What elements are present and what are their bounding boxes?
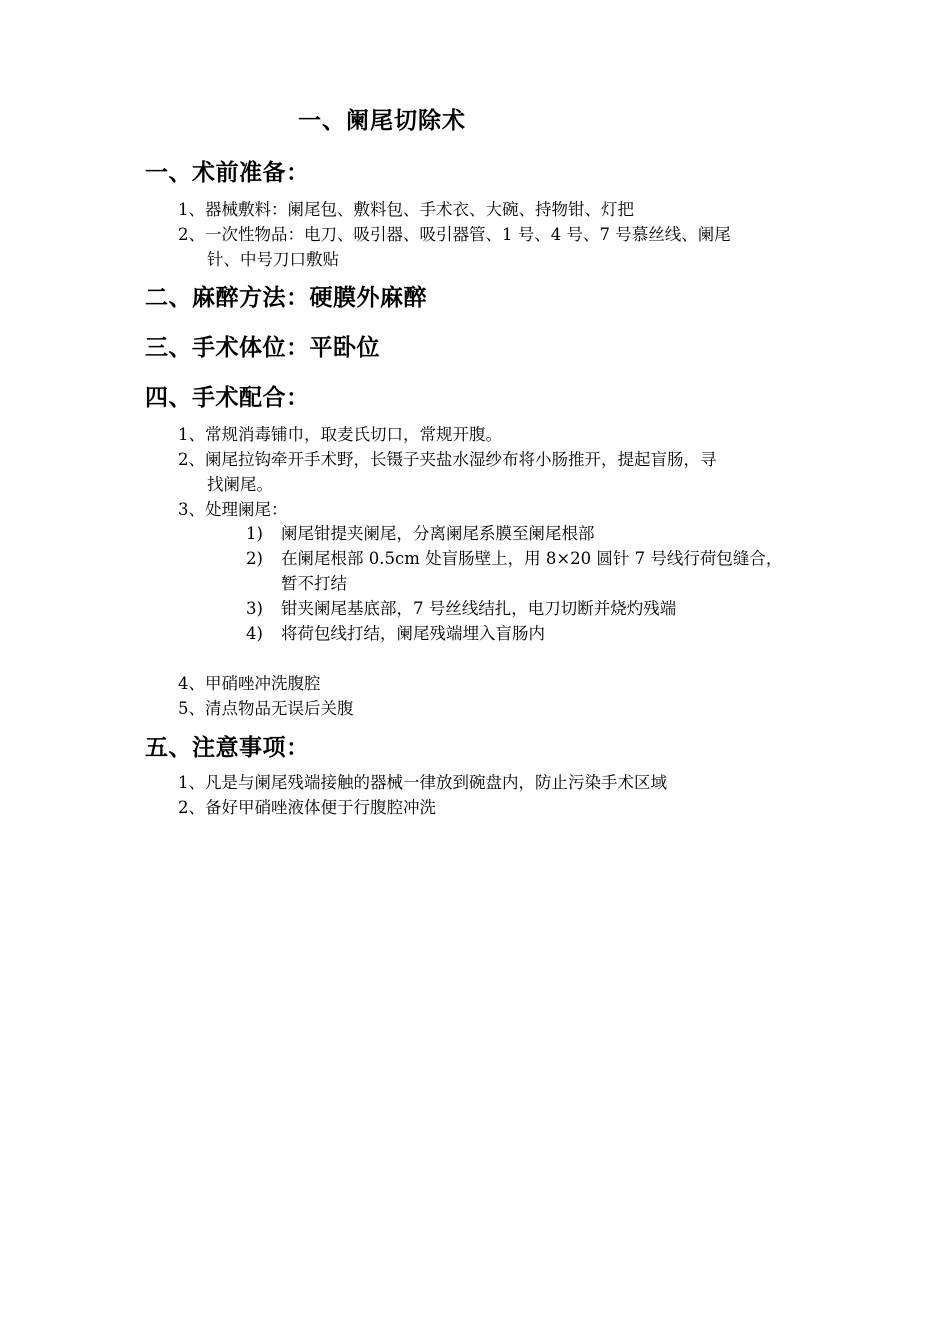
cooperation-item-5: 5、清点物品无误后关腹 (178, 699, 354, 718)
document-title: 一、阑尾切除术 (298, 107, 466, 134)
step-text: 在阑尾根部 0.5cm 处盲肠壁上，用 8×20 圆针 7 号线行荷包缝合， (281, 549, 783, 568)
notes-item-1: 1、凡是与阑尾残端接触的器械一律放到碗盘内，防止污染手术区域 (178, 773, 667, 792)
prep-item-1: 1、器械敷料：阑尾包、敷料包、手术衣、大碗、持物钳、灯把 (178, 200, 634, 219)
step-number: 2) (246, 549, 263, 568)
step-number: 4) (246, 624, 263, 643)
notes-item-2: 2、备好甲硝唑液体便于行腹腔冲洗 (178, 798, 436, 817)
cooperation-item-4: 4、甲硝唑冲洗腹腔 (178, 674, 321, 693)
step-text-cont: 暂不打结 (281, 574, 347, 593)
prep-item-2: 2、一次性物品：电刀、吸引器、吸引器管、1 号、4 号、7 号慕丝线、阑尾 (178, 225, 731, 244)
section-heading-notes: 五、注意事项： (145, 734, 310, 761)
step-text: 钳夹阑尾基底部，7 号丝线结扎，电刀切断并烧灼残端 (281, 599, 677, 618)
cooperation-item-2: 2、阑尾拉钩牵开手术野，长镊子夹盐水湿纱布将小肠推开，提起盲肠，寻 (178, 450, 717, 469)
cooperation-item-1: 1、常规消毒铺巾，取麦氏切口，常规开腹。 (178, 425, 502, 444)
step-number: 1) (246, 524, 263, 543)
section-heading-cooperation: 四、手术配合： (145, 384, 310, 411)
step-number: 3) (246, 599, 263, 618)
step-text: 阑尾钳提夹阑尾，分离阑尾系膜至阑尾根部 (281, 524, 595, 543)
section-heading-prep: 一、术前准备： (145, 159, 310, 186)
prep-item-2-cont: 针、中号刀口敷贴 (207, 250, 339, 269)
cooperation-item-2-cont: 找阑尾。 (207, 475, 273, 494)
section-heading-anesthesia: 二、麻醉方法：硬膜外麻醉 (145, 284, 427, 311)
step-text: 将荷包线打结，阑尾残端埋入盲肠内 (281, 624, 545, 643)
section-heading-position: 三、手术体位：平卧位 (145, 334, 380, 361)
cooperation-item-3: 3、处理阑尾： (178, 500, 288, 519)
